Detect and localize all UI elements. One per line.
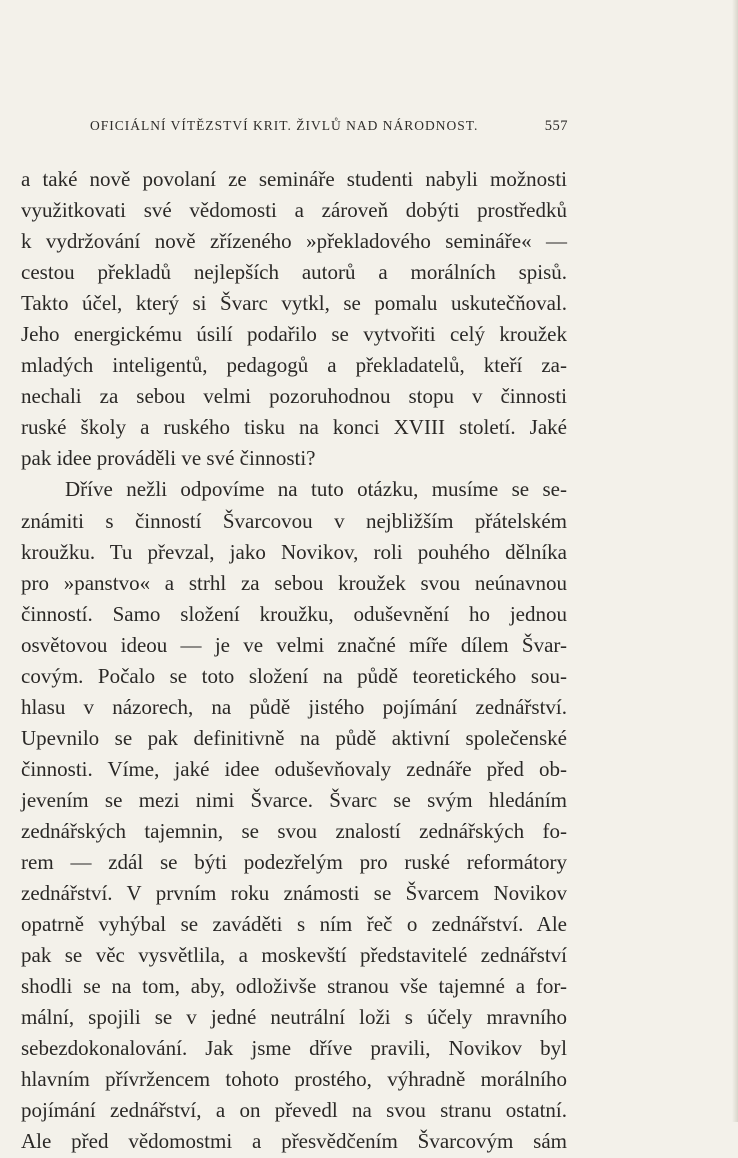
text-line: Upevnilo se pak definitivně na půdě aktivní společenské: [21, 725, 567, 750]
text-line: pak idee prováděli ve své činnosti?: [21, 446, 316, 471]
text-line: známiti s činností Švarcovou v nejbližším přátelském: [21, 508, 567, 533]
text-line: sebezdokonalování. Jak jsme dříve pravili, Novikov byl: [21, 1036, 567, 1061]
text-line: pojímání zednářství, a on převedl na svou stranu ostatní.: [21, 1098, 567, 1123]
text-line: ruské školy a ruského tisku na konci XVIII století. Jaké: [21, 415, 567, 440]
text-line: opatrně vyhýbal se zaváděti s ním řeč o zednářství. Ale: [21, 912, 567, 937]
text-line: hlasu v názorech, na půdě jistého pojímání zednářství.: [21, 694, 567, 719]
text-line: Takto účel, který si Švarc vytkl, se pomalu uskutečňoval.: [21, 291, 567, 316]
page-edge-shadow: [732, 0, 738, 1122]
text-line: činnosti. Víme, jaké idee oduševňovaly zednáře před ob-: [21, 756, 567, 781]
text-line: činností. Samo složení kroužku, oduševnění ho jednou: [21, 601, 567, 626]
running-header: [90, 118, 568, 135]
text-line: mální, spojili se v jedné neutrální loži s účely mravního: [21, 1005, 567, 1030]
text-line: osvětovou ideou — je ve velmi značné míře dílem Švar-: [21, 632, 567, 657]
text-line: shodli se na tom, aby, odloživše stranou vše tajemné a for-: [21, 974, 567, 999]
text-line: kroužku. Tu převzal, jako Novikov, roli pouhého dělníka: [21, 539, 567, 564]
text-line: Ale před vědomostmi a přesvědčením Švarcovým sám: [21, 1129, 567, 1154]
text-line: mladých inteligentů, pedagogů a překladatelů, kteří za-: [21, 353, 567, 378]
text-line: využitkovati své vědomosti a zároveň dobýti prostředků: [21, 198, 567, 223]
text-line: covým. Počalo se toto složení na půdě teoretického sou-: [21, 663, 567, 688]
text-line: hlavním přívržencem tohoto prostého, výhradně morálního: [21, 1067, 567, 1092]
text-line: a také nově povolaní ze semináře studenti nabyli možnosti: [21, 167, 567, 191]
text-line: rem — zdál se býti podezřelým pro ruské reformátory: [21, 850, 567, 875]
text-line: Jeho energickému úsilí podařilo se vytvořiti celý kroužek: [21, 322, 567, 347]
text-line: pro »panstvo« a strhl za sebou kroužek svou neúnavnou: [21, 570, 567, 595]
text-line: pak se věc vysvětlila, a moskevští představitelé zednářství: [21, 943, 567, 968]
text-line: jevením se mezi nimi Švarce. Švarc se svým hledáním: [21, 787, 567, 812]
running-title: OFICIÁLNÍ VÍTĚZSTVÍ KRIT. ŽIVLŮ NAD NÁRODNOST.: [90, 118, 479, 133]
page-number: 557: [544, 118, 568, 134]
text-line: nechali za sebou velmi pozoruhodnou stopu v činnosti: [21, 384, 567, 409]
text-line: k vydržování nově zřízeného »překladového semináře« —: [21, 229, 567, 254]
text-line: cestou překladů nejlepších autorů a morálních spisů.: [21, 260, 567, 285]
text-line: Dříve nežli odpovíme na tuto otázku, musíme se se-: [65, 477, 567, 502]
body-text: [21, 164, 567, 1158]
text-line: zednářských tajemnin, se svou znalostí zednářských fo-: [21, 818, 567, 843]
text-line: zednářství. V prvním roku známosti se Švarcem Novikov: [21, 881, 567, 906]
